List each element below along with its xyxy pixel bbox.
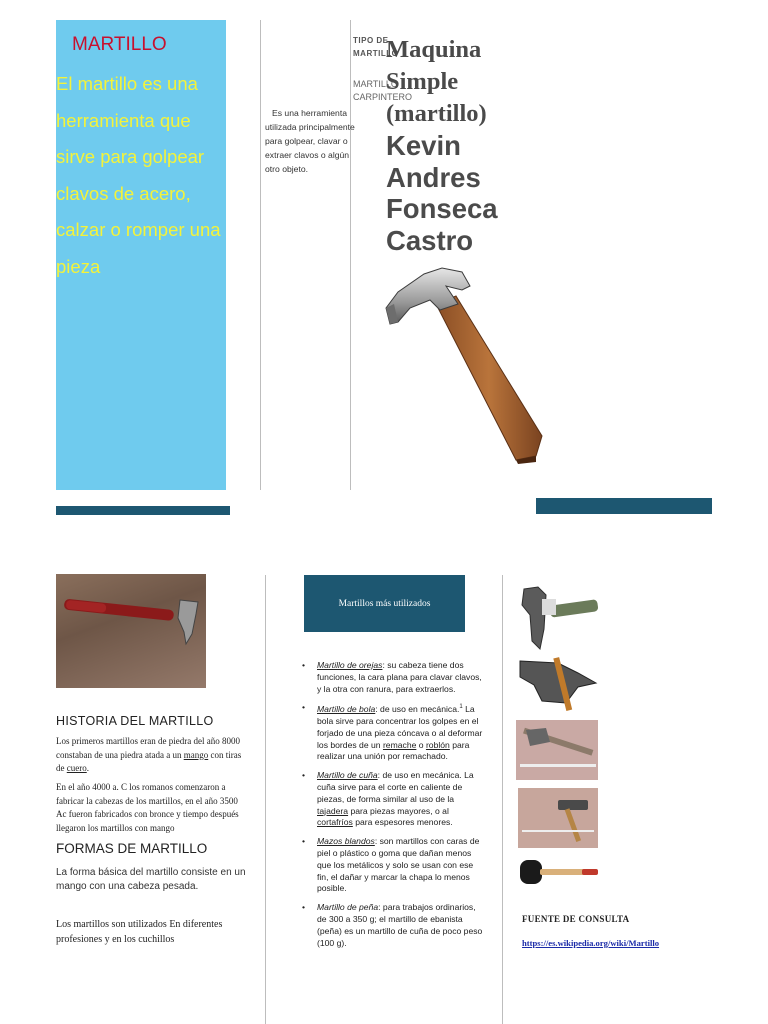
link-cortafrios[interactable]: cortafríos — [317, 817, 353, 828]
link-mango[interactable]: mango — [183, 749, 209, 760]
tipo-subtitle: MARTILLO CARPINTERO — [353, 79, 413, 102]
type-name[interactable]: Martillo de cuña — [317, 770, 378, 781]
panel-title: MARTILLO — [72, 34, 167, 55]
source-link[interactable]: https://es.wikipedia.org/wiki/Martillo — [522, 938, 660, 948]
formas-paragraph-1: La forma básica del martillo consiste en un mango con una cabeza pesada. — [56, 867, 246, 892]
pena-hammer-image — [518, 856, 600, 888]
footnote-ref[interactable]: 1 — [459, 704, 463, 711]
formas-paragraph-2: Los martillos son utilizados En diferentes profesiones y en los cuchillos — [56, 919, 223, 945]
title-panel — [56, 20, 226, 490]
formas-heading: FORMAS DE MARTILLO — [56, 841, 208, 856]
historia-text: con tiras de — [56, 749, 242, 773]
accent-bar-left — [56, 506, 230, 515]
historia-paragraph-2: En el año 4000 a. C los romanos comenzaron a fabricar la cabezas de los martillos, en el año 3500 Ac fueron fabricados con bronce y tiempo después llegaron los martillos con mango — [56, 782, 239, 833]
claw-hammer-image — [384, 264, 548, 468]
intro-text — [265, 106, 355, 176]
link-tajadera[interactable]: tajadera — [317, 805, 349, 816]
link-remache[interactable]: remache — [382, 739, 417, 750]
historia-text: Los primeros martillos eran de piedra del año 8000 constaban de una piedra atada a un — [56, 736, 240, 760]
document-title — [386, 34, 526, 130]
type-description: o — [416, 739, 426, 750]
link-cuero[interactable]: cuero — [66, 763, 87, 773]
title-line-1: Maquina — [386, 36, 482, 63]
intro-text-content: Es una herramienta utilizada principalmente para golpear, clavar o extraer clavos o algún otro objeto. — [265, 108, 355, 174]
type-name[interactable]: Martillo de orejas — [317, 660, 383, 670]
panel-description: El martillo es una herramienta que sirve para golpear clavos de acero, calzar o romper una pieza — [56, 73, 221, 277]
column-divider — [502, 575, 503, 1024]
historia-text: . — [86, 763, 89, 773]
mazo-hammer-image — [518, 788, 598, 848]
orejas-hammer-image — [520, 585, 600, 651]
title-line-2: Simple — [386, 68, 459, 95]
column-divider — [350, 20, 351, 490]
mas-utilizados-label: Martillos más utilizados — [338, 598, 431, 609]
column-divider — [265, 575, 266, 1024]
type-description: para espesores menores. — [352, 817, 453, 828]
list-item — [300, 770, 485, 829]
fuente-heading: FUENTE DE CONSULTA — [522, 914, 630, 924]
column-divider — [260, 20, 261, 490]
hammer-types-list — [300, 660, 485, 956]
type-name[interactable]: Martillo de bola — [317, 704, 376, 715]
type-description: : de uso en mecánica. La cuña sirve para el corte en caliente de piezas, de forma similar al uso de la — [317, 770, 474, 804]
historia-heading: HISTORIA DEL MARTILLO — [56, 714, 214, 728]
mas-utilizados-header — [304, 575, 465, 632]
type-name[interactable]: Mazos blandos — [317, 836, 375, 847]
link-roblon[interactable]: roblón — [425, 739, 450, 750]
tipo-title: TIPO DE MARTILLO — [353, 36, 399, 58]
cuna-hammer-image — [516, 720, 598, 780]
list-item — [300, 660, 485, 695]
type-description: : su cabeza tiene dos funciones, la cara plana para clavar clavos, y la otra con ranura, para extraerlos. — [317, 660, 482, 694]
type-name: Martillo de peña — [317, 902, 379, 913]
type-description: : de uso en mecánica. — [375, 704, 460, 715]
hammer-photo — [56, 574, 206, 688]
type-description: : para trabajos ordinarios, de 300 a 350 g; el martillo de ebanista (peña) es un martillo de cuña de poco peso (100 g). — [317, 902, 483, 948]
type-description: para piezas mayores, o al — [348, 805, 449, 816]
accent-bar-right — [536, 498, 712, 514]
title-line-3: (martillo) — [386, 100, 487, 127]
list-item — [300, 836, 485, 895]
historia-paragraph-1 — [56, 735, 246, 776]
bola-hammer-image — [518, 655, 600, 713]
list-item — [300, 902, 485, 949]
type-description: : son martillos con caras de piel o plástico o goma que dañan menos que los metálicos y solo se usan con ese fin, el dañar y marcar la chapa lo menos posible. — [317, 836, 480, 894]
author-name: Kevin Andres Fonseca Castro — [386, 130, 498, 256]
list-item — [300, 702, 485, 763]
type-description: La bola sirve para concentrar los golpes en el forjado de una pieza cóncava o al deformar los bordes de un — [317, 704, 483, 750]
type-description: para realizar una unión por remachado. — [317, 739, 470, 762]
